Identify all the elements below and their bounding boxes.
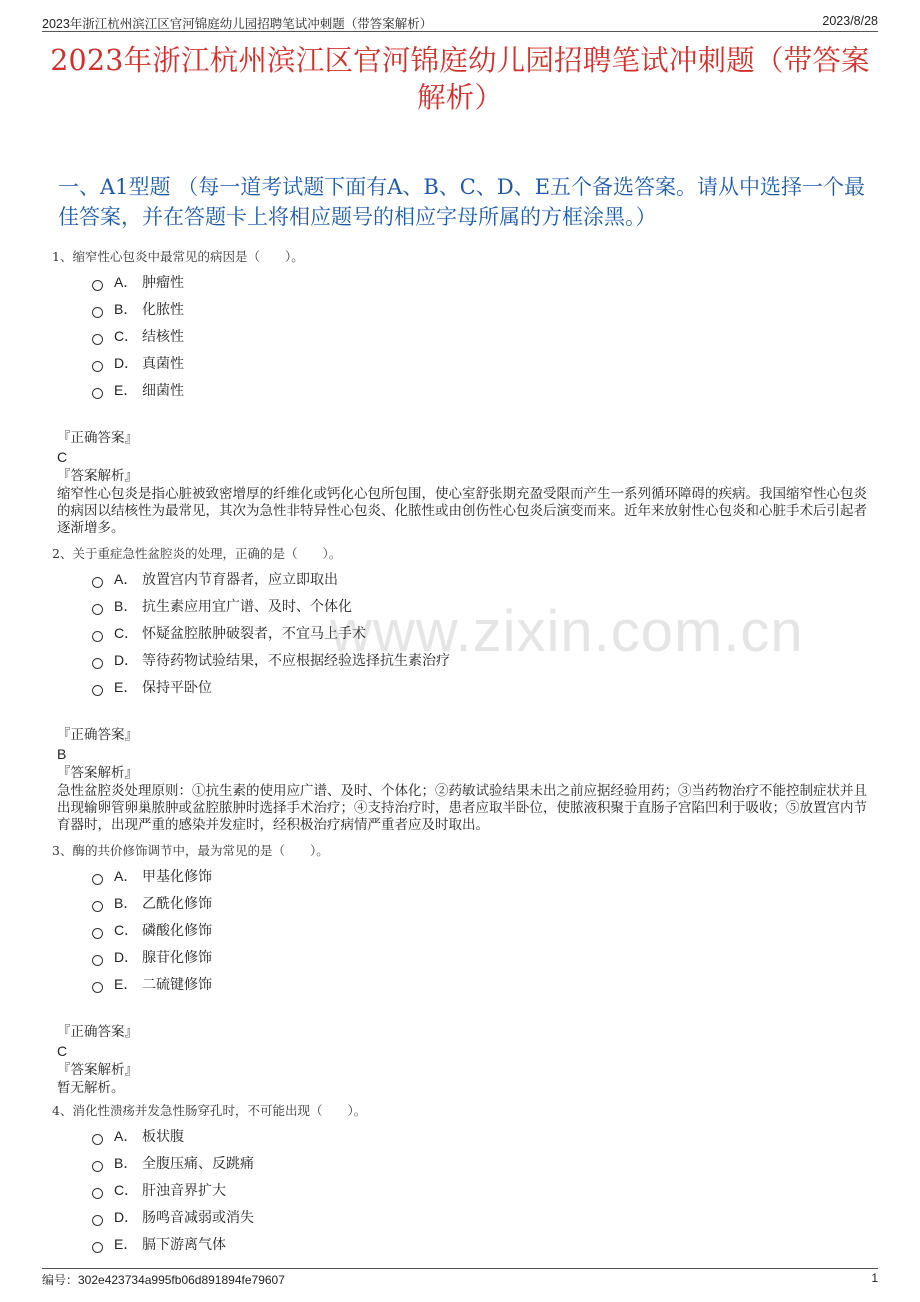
option-letter: C． (114, 1181, 139, 1198)
section-heading: 一、A1型题 （每一道考试题下面有A、B、C、D、E五个备选答案。请从中选择一个最佳答案，并在答题卡上将相应题号的相应字母所属的方框涂黑。） (58, 175, 866, 229)
header-doc-title: 2023年浙江杭州滨江区官河锦庭幼儿园招聘笔试冲刺题（带答案解析） (42, 17, 433, 31)
option-text: 二硫键修饰 (142, 976, 212, 993)
option-text: 肠鸣音减弱或消失 (142, 1209, 254, 1226)
option-text: 甲基化修饰 (142, 868, 212, 885)
radio-icon[interactable] (92, 577, 103, 588)
option-e[interactable] (92, 673, 876, 700)
option-letter: E． (114, 678, 138, 695)
option-c[interactable] (92, 916, 876, 943)
header-date: 2023/8/28 (822, 14, 878, 28)
option-c[interactable] (92, 1176, 876, 1203)
option-text: 等待药物试验结果，不应根据经验选择抗生素治疗 (142, 652, 450, 669)
correct-answer: C (57, 1043, 68, 1059)
radio-icon[interactable] (92, 1188, 103, 1199)
option-d[interactable] (92, 646, 876, 673)
option-e[interactable] (92, 376, 876, 403)
radio-icon[interactable] (92, 361, 103, 372)
option-c[interactable] (92, 322, 876, 349)
option-letter: C． (114, 327, 139, 344)
option-letter: E． (114, 975, 138, 992)
option-text: 真菌性 (142, 355, 184, 372)
explanation-text: 缩窄性心包炎是指心脏被致密增厚的纤维化或钙化心包所包围，使心室舒张期充盈受限而产生一系列循环障碍的疾病。我国缩窄性心包炎的病因以结核性为最常见，其次为急性非特异性心包炎、化脓性或由创伤性心包炎后演变而来。近年来放射性心包炎和心脏手术后引起者逐渐增多。 (57, 486, 867, 536)
option-d[interactable] (92, 349, 876, 376)
option-list (92, 268, 876, 403)
option-letter: D． (114, 354, 139, 371)
option-list (92, 1122, 876, 1257)
option-letter: B． (114, 1154, 138, 1171)
option-b[interactable] (92, 1149, 876, 1176)
radio-icon[interactable] (92, 1134, 103, 1145)
option-text: 细菌性 (142, 382, 184, 399)
option-text: 保持平卧位 (142, 679, 212, 696)
option-letter: C． (114, 624, 139, 641)
option-b[interactable] (92, 889, 876, 916)
option-letter: A． (114, 570, 138, 587)
radio-icon[interactable] (92, 874, 103, 885)
question-3 (52, 842, 876, 1097)
option-text: 乙酰化修饰 (142, 895, 212, 912)
answer-label: 『正确答案』 (57, 1024, 138, 1040)
option-a[interactable] (92, 268, 876, 295)
answer-label: 『正确答案』 (57, 727, 138, 743)
option-d[interactable] (92, 1203, 876, 1230)
radio-icon[interactable] (92, 955, 103, 966)
option-text: 腺苷化修饰 (142, 949, 212, 966)
correct-answer: B (57, 746, 67, 762)
radio-icon[interactable] (92, 901, 103, 912)
question-text: 2、关于重症急性盆腔炎的处理，正确的是（ ）。 (52, 546, 342, 561)
radio-icon[interactable] (92, 334, 103, 345)
explanation-label: 『答案解析』 (57, 468, 138, 484)
option-e[interactable] (92, 970, 876, 997)
option-text: 肿瘤性 (142, 274, 184, 291)
option-letter: A． (114, 867, 138, 884)
question-text: 1、缩窄性心包炎中最常见的病因是（ ）。 (52, 249, 304, 264)
option-text: 化脓性 (142, 301, 184, 318)
document-title: 2023年浙江杭州滨江区官河锦庭幼儿园招聘笔试冲刺题（带答案解析） (50, 44, 870, 114)
option-text: 全腹压痛、反跳痛 (142, 1155, 254, 1172)
option-b[interactable] (92, 592, 876, 619)
explanation-text: 暂无解析。 (57, 1080, 125, 1096)
explanation-label: 『答案解析』 (57, 1062, 138, 1078)
option-list (92, 862, 876, 997)
radio-icon[interactable] (92, 658, 103, 669)
page-header (42, 12, 878, 32)
explanation-label: 『答案解析』 (57, 765, 138, 781)
option-letter: B． (114, 894, 138, 911)
question-2 (52, 545, 876, 834)
option-text: 结核性 (142, 328, 184, 345)
radio-icon[interactable] (92, 1161, 103, 1172)
option-text: 磷酸化修饰 (142, 922, 212, 939)
radio-icon[interactable] (92, 388, 103, 399)
radio-icon[interactable] (92, 685, 103, 696)
option-letter: A． (114, 1127, 138, 1144)
option-a[interactable] (92, 1122, 876, 1149)
option-letter: E． (114, 381, 138, 398)
answer-block (57, 1023, 876, 1097)
option-text: 放置宫内节育器者，应立即取出 (142, 571, 338, 588)
option-letter: A． (114, 273, 138, 290)
option-letter: E． (114, 1235, 138, 1252)
option-letter: C． (114, 921, 139, 938)
question-text: 3、酶的共价修饰调节中，最为常见的是（ ）。 (52, 843, 329, 858)
option-b[interactable] (92, 295, 876, 322)
question-1 (52, 248, 876, 537)
option-letter: D． (114, 651, 139, 668)
radio-icon[interactable] (92, 928, 103, 939)
radio-icon[interactable] (92, 604, 103, 615)
option-text: 膈下游离气体 (142, 1236, 226, 1253)
option-d[interactable] (92, 943, 876, 970)
radio-icon[interactable] (92, 631, 103, 642)
header-divider (42, 31, 878, 32)
explanation-text: 急性盆腔炎处理原则：①抗生素的使用应广谱、及时、个体化；②药敏试验结果未出之前应据经验用药；③当药物治疗不能控制症状并且出现输卵管卵巢脓肿或盆腔脓肿时选择手术治疗；④支持治疗时，患者应取半卧位，使脓液积聚于直肠子宫陷凹利于吸收；⑤放置宫内节育器时，出现严重的感染并发症时，经积极治疗病情严重者应及时取出。 (57, 783, 867, 833)
radio-icon[interactable] (92, 280, 103, 291)
option-list (92, 565, 876, 700)
option-c[interactable] (92, 619, 876, 646)
footer-divider (42, 1268, 878, 1269)
radio-icon[interactable] (92, 982, 103, 993)
option-letter: B． (114, 597, 138, 614)
option-letter: D． (114, 1208, 139, 1225)
page-footer (42, 1271, 878, 1289)
option-a[interactable] (92, 565, 876, 592)
document-id: 编号：302e423734a995fb06d891894fe79607 (42, 1273, 285, 1287)
radio-icon[interactable] (92, 307, 103, 318)
watermark: www.zixin.com.cn (330, 599, 804, 664)
radio-icon[interactable] (92, 1215, 103, 1226)
answer-block (57, 726, 876, 834)
page-number: 1 (871, 1271, 878, 1285)
answer-block (57, 429, 876, 537)
option-letter: D． (114, 948, 139, 965)
option-text: 肝浊音界扩大 (142, 1182, 226, 1199)
answer-label: 『正确答案』 (57, 430, 138, 446)
correct-answer: C (57, 449, 68, 465)
option-a[interactable] (92, 862, 876, 889)
option-e[interactable] (92, 1230, 876, 1257)
question-text: 4、消化性溃疡并发急性肠穿孔时，不可能出现（ ）。 (52, 1103, 367, 1118)
radio-icon[interactable] (92, 1242, 103, 1253)
option-letter: B． (114, 300, 138, 317)
option-text: 怀疑盆腔脓肿破裂者，不宜马上手术 (142, 625, 366, 642)
option-text: 板状腹 (142, 1128, 184, 1145)
option-text: 抗生素应用宜广谱、及时、个体化 (142, 598, 352, 615)
question-4 (52, 1102, 876, 1257)
